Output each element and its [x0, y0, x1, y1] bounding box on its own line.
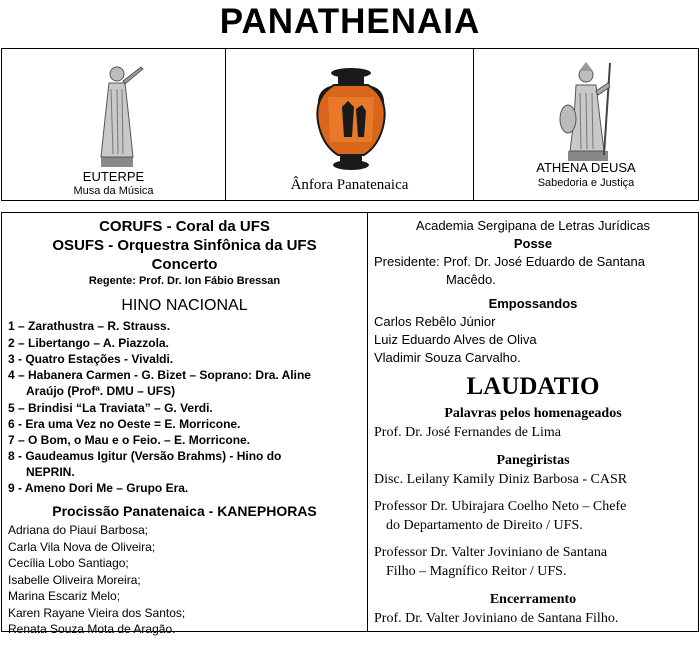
empossando-item: Luiz Eduardo Alves de Oliva — [374, 332, 537, 347]
kanephora-item: Renata Souza Mota de Aragão. — [8, 622, 176, 636]
kanephora-item: Adriana do Piauí Barbosa; — [8, 523, 149, 537]
page-title: PANATHENAIA — [219, 2, 481, 41]
program-item: 7 – O Bom, o Mau e o Feio. – E. Morricone. — [8, 433, 251, 447]
kanephora-item: Cecília Lobo Santiago; — [8, 556, 129, 570]
program-item: 9 - Ameno Dori Me – Grupo Era. — [8, 481, 189, 495]
hino-nacional-heading: HINO NACIONAL — [121, 297, 248, 314]
ceremony-column — [368, 213, 698, 631]
concerto-heading: Concerto — [151, 256, 218, 273]
panegirista-item: Professor Dr. Ubirajara Coelho Neto – Chefe — [374, 499, 627, 514]
encerramento-heading: Encerramento — [489, 592, 577, 607]
program-item: 1 – Zarathustra – R. Strauss. — [8, 319, 171, 333]
empossandos-heading: Empossandos — [488, 296, 578, 311]
kanephora-item: Isabelle Oliveira Moreira; — [8, 573, 141, 587]
coral-heading: CORUFS - Coral da UFS — [99, 218, 270, 235]
athena-cell — [474, 49, 698, 200]
euterpe-cell — [2, 49, 226, 200]
presidente-line-cont: Macêdo. — [446, 272, 496, 287]
anfora-caption: Ânfora Panatenaica — [290, 177, 409, 193]
concert-column — [2, 213, 368, 636]
athena-name: ATHENA DEUSA — [536, 160, 636, 175]
kanephora-item: Karen Rayane Vieira dos Santos; — [8, 606, 186, 620]
panegirista-item: Disc. Leilany Kamily Diniz Barbosa - CASR — [374, 472, 628, 487]
kanephora-item: Carla Vila Nova de Oliveira; — [8, 540, 156, 554]
program-item: 4 – Habanera Carmen - G. Bizet – Soprano: Dra. Aline — [8, 368, 311, 382]
panegirista-item-cont: Filho – Magnífico Reitor / UFS. — [386, 564, 567, 579]
euterpe-statue-icon — [87, 59, 147, 169]
program-item: 5 – Brindisi “La Traviata” – G. Verdi. — [8, 401, 213, 415]
program-item: 2 – Libertango – A. Piazzola. — [8, 336, 169, 350]
program-item: 8 - Gaudeamus Igitur (Versão Brahms) - Hino do — [8, 449, 282, 463]
academia-heading: Academia Sergipana de Letras Jurídicas — [415, 218, 651, 233]
euterpe-subtitle: Musa da Música — [73, 185, 154, 197]
euterpe-name: EUTERPE — [82, 169, 145, 184]
panegirista-item-cont: do Departamento de Direito / UFS. — [386, 518, 583, 533]
orquestra-heading: OSUFS - Orquestra Sinfônica da UFS — [52, 237, 317, 254]
program-item: 6 - Era uma Vez no Oeste = E. Morricone. — [8, 417, 241, 431]
program-item: Araújo (Profª. DMU – UFS) — [26, 384, 176, 398]
program-item: 3 - Quatro Estações - Vivaldi. — [8, 352, 174, 366]
program-item: NEPRIN. — [26, 465, 75, 479]
header-images-table — [1, 48, 699, 201]
laudatio-heading: LAUDATIO — [466, 373, 600, 400]
palavras-speaker: Prof. Dr. José Fernandes de Lima — [374, 425, 562, 440]
kanephora-item: Marina Escariz Melo; — [8, 589, 121, 603]
panegiristas-heading: Panegiristas — [496, 453, 570, 468]
athena-statue-icon — [552, 59, 622, 164]
anfora-cell — [226, 49, 474, 200]
empossando-item: Vladimir Souza Carvalho. — [374, 350, 521, 365]
program-table — [1, 212, 699, 636]
athena-subtitle: Sabedoria e Justiça — [537, 177, 635, 189]
empossando-item: Carlos Rebêlo Júnior — [374, 314, 496, 329]
procissao-heading: Procissão Panatenaica - KANEPHORAS — [52, 503, 317, 519]
palavras-heading: Palavras pelos homenageados — [444, 406, 622, 421]
presidente-line: Presidente: Prof. Dr. José Eduardo de Santana — [374, 254, 646, 269]
panegirista-item: Professor Dr. Valter Joviniano de Santana — [374, 545, 608, 560]
encerramento-speaker: Prof. Dr. Valter Joviniano de Santana Filho. — [374, 611, 619, 626]
posse-heading: Posse — [513, 236, 553, 251]
amphora-icon — [306, 67, 396, 172]
regente-line: Regente: Prof. Dr. Ion Fábio Bressan — [88, 275, 281, 287]
